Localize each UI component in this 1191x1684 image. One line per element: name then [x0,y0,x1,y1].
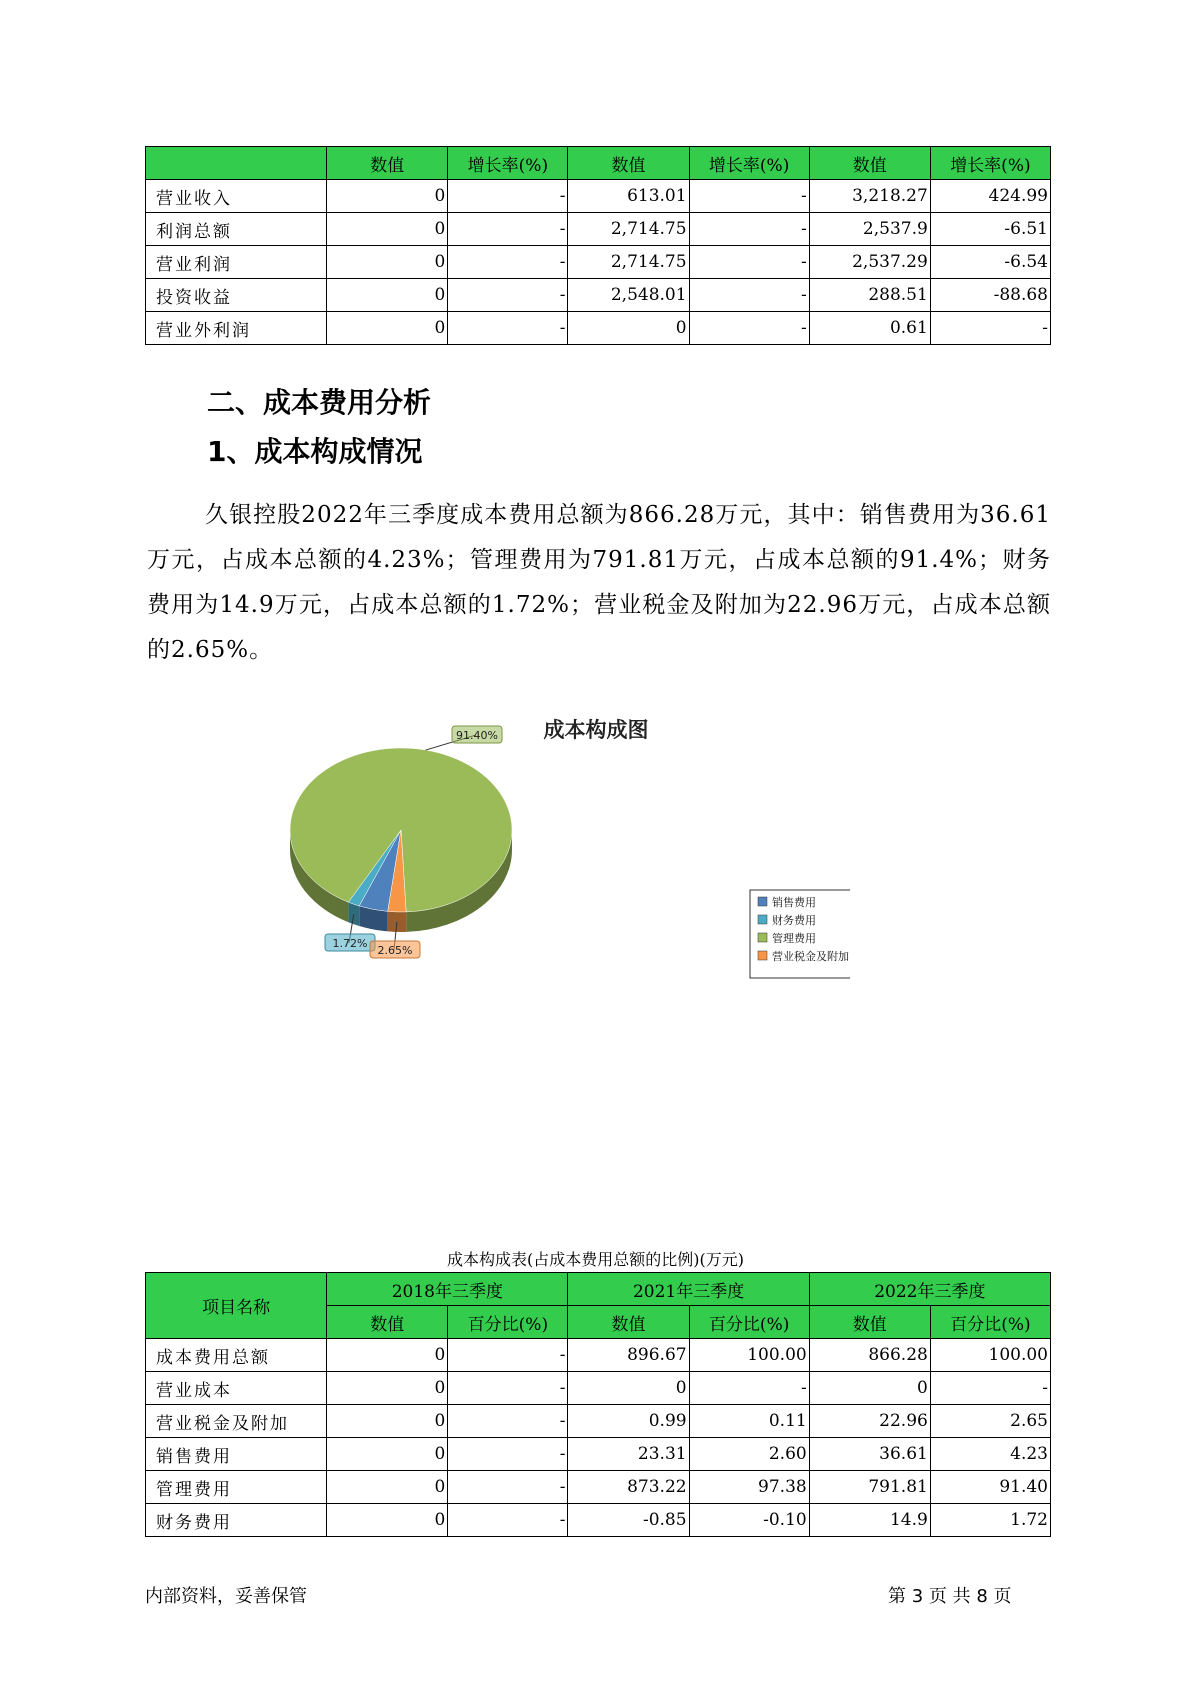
header-cell: 增长率(%) [689,147,809,180]
row-label: 成本费用总额 [146,1339,327,1372]
table-cell: 791.81 [809,1471,930,1504]
row-label: 营业外利润 [146,312,327,345]
table-cell: - [448,1471,568,1504]
legend-swatch [758,933,767,942]
table-cell: - [448,213,568,246]
table-cell: 873.22 [568,1471,689,1504]
row-label: 营业收入 [146,180,327,213]
subheader-cell: 数值 [327,1306,448,1339]
data-label: 1.72% [332,937,368,950]
subheader-cell: 数值 [568,1306,689,1339]
header-cell: 数值 [809,147,930,180]
subheader-cell: 百分比(%) [448,1306,568,1339]
table-cell: -0.85 [568,1504,689,1537]
table-row [146,1405,1051,1438]
row-label: 投资收益 [146,279,327,312]
footer-note: 内部资料，妥善保管 [145,1586,307,1607]
table-cell: 2,714.75 [568,246,689,279]
table-cell: 14.9 [809,1504,930,1537]
table-cell: 896.67 [568,1339,689,1372]
table-cell: 3,218.27 [809,180,930,213]
pie-slice-side [388,911,406,932]
legend-label: 管理费用 [772,932,816,945]
row-label: 营业税金及附加 [146,1405,327,1438]
table-cell: 0 [327,180,448,213]
period-header: 2018年三季度 [327,1273,568,1306]
table-cell: 0.61 [809,312,930,345]
table-cell: 4.23 [930,1438,1050,1471]
legend-swatch [758,897,767,906]
row-label: 销售费用 [146,1438,327,1471]
header-cell: 数值 [327,147,448,180]
data-label: 2.65% [377,944,413,957]
table-cell: 0 [327,1471,448,1504]
cost-summary-paragraph: 久银控股2022年三季度成本费用总额为866.28万元，其中：销售费用为36.61万元，占成本总额的4.23%；管理费用为791.81万元，占成本总额的91.4%；财务费用为14.9万元，占成本总额的1.72%；营业税金及附加为22.96万元，占成本总额的2.65%。 [147,502,1051,663]
subsection-heading: 1、成本构成情况 [207,435,423,468]
table-cell: - [448,246,568,279]
table-cell: 100.00 [689,1339,809,1372]
table-cell: - [689,246,809,279]
table-cell: -6.51 [930,213,1050,246]
table-cell: 0 [568,312,689,345]
data-label: 91.40% [456,729,498,742]
pie-slice-side [348,902,359,926]
subheader-cell: 数值 [809,1306,930,1339]
table-caption: 成本构成表(占成本费用总额的比例)(万元) [447,1250,744,1269]
table-cell: -88.68 [930,279,1050,312]
period-header: 2021年三季度 [568,1273,809,1306]
table-row [146,180,1051,213]
chart-title: 成本构成图 [543,718,649,742]
header-cell: 增长率(%) [448,147,568,180]
table-cell: -0.10 [689,1504,809,1537]
table-cell: 2,548.01 [568,279,689,312]
table-cell: -6.54 [930,246,1050,279]
item-name-header: 项目名称 [146,1273,327,1339]
table-cell: 2.60 [689,1438,809,1471]
table-cell: 2,714.75 [568,213,689,246]
period-header: 2022年三季度 [809,1273,1050,1306]
table-row [146,1372,1051,1405]
table-row [146,246,1051,279]
table-cell: 613.01 [568,180,689,213]
table-cell: 0 [809,1372,930,1405]
legend-label: 营业税金及附加 [772,950,849,963]
legend-label: 财务费用 [772,914,816,927]
section-heading: 二、成本费用分析 [207,386,432,419]
header-cell [146,147,327,180]
table-cell: 2.65 [930,1405,1050,1438]
table-cell: 97.38 [689,1471,809,1504]
row-label: 营业利润 [146,246,327,279]
subheader-cell: 百分比(%) [930,1306,1050,1339]
table-cell: 0.11 [689,1405,809,1438]
legend-swatch [758,951,767,960]
table-row [146,1339,1051,1372]
table-cell: 100.00 [930,1339,1050,1372]
table-cell: 424.99 [930,180,1050,213]
row-label: 营业成本 [146,1372,327,1405]
cost-structure-table [145,1272,1051,1537]
growth-table [145,146,1051,345]
table-cell: - [448,279,568,312]
table-row [146,1504,1051,1537]
table-row [146,312,1051,345]
table-row [146,279,1051,312]
table-cell: - [448,1372,568,1405]
pie-chart [290,726,512,958]
table-cell: - [448,1405,568,1438]
cost-structure-chart [290,705,850,985]
table-cell: 0 [327,312,448,345]
table-cell: - [930,312,1050,345]
header-cell: 增长率(%) [930,147,1050,180]
period-header-row [146,1273,1051,1306]
table-cell: 0 [327,246,448,279]
page-number: 第 3 页 共 8 页 [888,1586,1012,1607]
row-label: 利润总额 [146,213,327,246]
row-label: 管理费用 [146,1471,327,1504]
table-cell: 0.99 [568,1405,689,1438]
table-cell: - [689,213,809,246]
table-cell: 36.61 [809,1438,930,1471]
legend-label: 销售费用 [772,896,816,909]
table-cell: 0 [327,1339,448,1372]
table-cell: 0 [327,1372,448,1405]
table-cell: 866.28 [809,1339,930,1372]
table-cell: 0 [327,1405,448,1438]
table-cell: 2,537.29 [809,246,930,279]
table-cell: 91.40 [930,1471,1050,1504]
legend-swatch [758,915,767,924]
table-cell: - [689,180,809,213]
table-cell: 22.96 [809,1405,930,1438]
table-cell: 288.51 [809,279,930,312]
chart-legend [750,890,850,978]
table-cell: 23.31 [568,1438,689,1471]
table-cell: - [448,1438,568,1471]
table-cell: - [448,180,568,213]
table-row [146,1438,1051,1471]
table-cell: - [689,279,809,312]
table-cell: - [448,1339,568,1372]
table-row [146,213,1051,246]
table-cell: 2,537.9 [809,213,930,246]
table-cell: 0 [327,1504,448,1537]
table-row [146,1471,1051,1504]
table-cell: 1.72 [930,1504,1050,1537]
table-cell: 0 [568,1372,689,1405]
row-label: 财务费用 [146,1504,327,1537]
header-cell: 数值 [568,147,689,180]
table-cell: - [689,312,809,345]
growth-table-header [146,147,1051,180]
table-cell: 0 [327,213,448,246]
table-cell: - [448,312,568,345]
table-cell: - [448,1504,568,1537]
table-cell: - [689,1372,809,1405]
subheader-cell: 百分比(%) [689,1306,809,1339]
table-cell: 0 [327,1438,448,1471]
table-cell: - [930,1372,1050,1405]
table-cell: 0 [327,279,448,312]
